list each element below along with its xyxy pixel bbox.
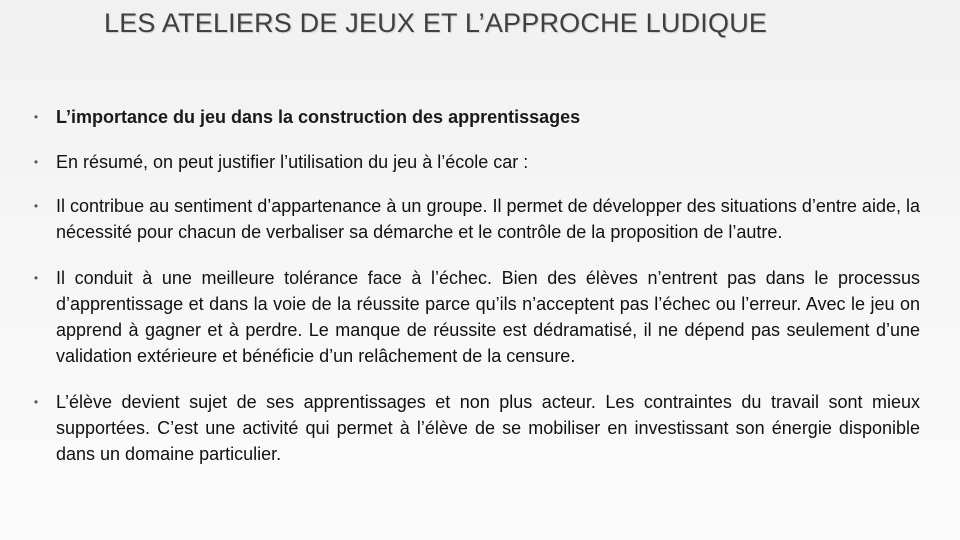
bullet-marker: • <box>33 395 39 409</box>
bullet-item-summary <box>30 149 920 175</box>
bullet-marker: • <box>33 110 39 124</box>
bullet-text: L’élève devient sujet de ses apprentissages et non plus acteur. Les contraintes du travail sont mieux supportées. C’est une activité qui permet à l’élève de se mobiliser en investissant son énergie disponible dans un domaine particulier. <box>56 392 920 464</box>
bullet-marker: • <box>33 271 39 285</box>
bullet-text: En résumé, on peut justifier l’utilisation du jeu à l’école car : <box>56 152 529 172</box>
bullet-text: Il contribue au sentiment d’appartenance à un groupe. Il permet de développer des situations d’entre aide, la nécessité pour chacun de verbaliser sa démarche et le contrôle de la proposition de l’autre. <box>56 196 920 242</box>
bullet-text: Il conduit à une meilleure tolérance face à l’échec. Bien des élèves n’entrent pas dans le processus d’apprentissage et dans la voie de la réussite parce qu’ils n’acceptent pas l’échec ou l’erreur. Avec le jeu on apprend à gagner et à perdre. Le manque de réussite est dédramatisé, il ne dépend pas seulement d’une validation extérieure et bénéficie d’un relâchement de la censure. <box>56 268 920 366</box>
bullet-marker: • <box>33 199 39 213</box>
bullet-item-belonging <box>30 193 920 245</box>
bullet-item-heading <box>30 104 920 130</box>
bullet-item-failure-tolerance <box>30 265 920 369</box>
bullet-list <box>30 104 920 467</box>
bullet-item-learner-subject <box>30 389 920 467</box>
bullet-text: L’importance du jeu dans la construction des apprentissages <box>56 107 581 127</box>
slide-title: LES ATELIERS DE JEUX ET L’APPROCHE LUDIQUE <box>104 8 768 38</box>
bullet-marker: • <box>33 155 39 169</box>
